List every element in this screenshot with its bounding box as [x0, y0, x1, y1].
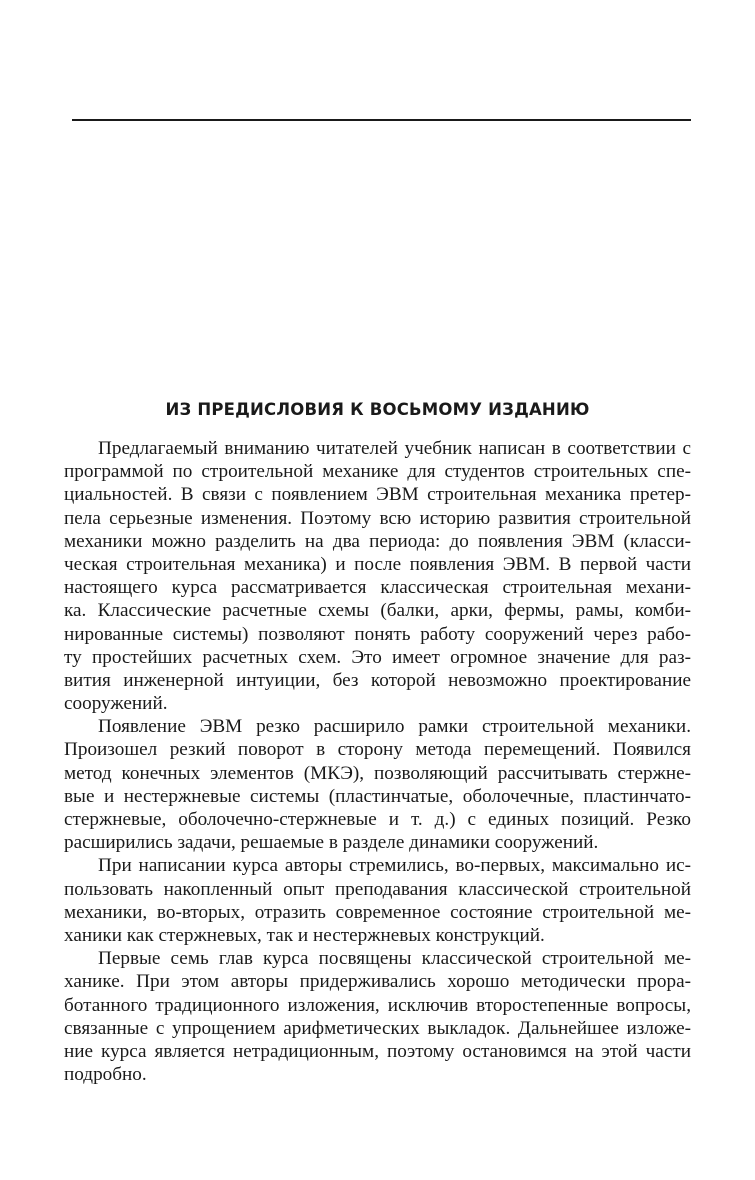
paragraph-3-line: пользовать накопленный опыт преподавания классической строительной — [64, 878, 691, 900]
paragraph-4-line: Первые семь глав курса посвящены классической строительной ме- — [98, 948, 691, 970]
paragraph-1-line: программой по строительной механике для студентов строительных спе- — [64, 461, 691, 483]
paragraph-2-line: Произошел резкий поворот в сторону метода перемещений. Появился — [64, 739, 691, 761]
paragraph-4-line: ние курса является нетрадиционным, поэтому остановимся на этой части — [64, 1040, 691, 1062]
paragraph-2-line: стержневые, оболочечно-стержневые и т. д.) с единых позиций. Резко — [64, 809, 691, 830]
paragraph-4-line: ханике. При этом авторы придерживались хорошо методически прора- — [64, 971, 691, 993]
paragraph-1-line: механики можно разделить на два периода: до появления ЭВМ (класси- — [64, 530, 691, 552]
paragraph-1-line: нированные системы) позволяют понять работу сооружений через рабо- — [64, 623, 691, 645]
paragraph-4-line: подробно. — [64, 1064, 147, 1086]
paragraph-1-line: пела серьезные изменения. Поэтому всю историю развития строительной — [64, 507, 691, 529]
paragraph-4-line: связанные с упрощением арифметических выкладок. Дальнейшее изложе- — [64, 1017, 691, 1039]
paragraph-2-line: Появление ЭВМ резко расширило рамки строительной механики. — [98, 716, 691, 738]
paragraph-3-line: При написании курса авторы стремились, во-первых, максимально ис- — [98, 855, 691, 877]
paragraph-1-line: ту простейших расчетных схем. Это имеет огромное значение для раз- — [64, 646, 691, 668]
paragraph-3-line: ханики как стержневых, так и нестержневых конструкций. — [64, 924, 545, 946]
paragraph-1-line: циальностей. В связи с появлением ЭВМ строительная механика претер- — [64, 484, 691, 506]
top-horizontal-rule — [72, 119, 691, 121]
paragraph-1-line: сооружений. — [64, 693, 168, 715]
paragraph-1-line: вития инженерной интуиции, без которой невозможно проектирование — [64, 669, 691, 691]
paragraph-1-line: настоящего курса рассматривается классическая строительная механи- — [64, 577, 691, 599]
paragraph-2-line: метод конечных элементов (МКЭ), позволяющий рассчитывать стержне- — [64, 762, 691, 784]
paragraph-3-line: механики, во-вторых, отразить современное состояние строительной ме- — [64, 901, 691, 923]
body-text — [64, 437, 691, 1086]
paragraph-4-line: ботанного традиционного изложения, исключив второстепенные вопросы, — [64, 994, 691, 1016]
paragraph-2-line: расширились задачи, решаемые в разделе динамики сооружений. — [64, 832, 599, 854]
paragraph-1-line: ческая строительная механика) и после появления ЭВМ. В первой части — [64, 553, 691, 575]
paragraph-2-line: вые и нестержневые системы (пластинчатые, оболочечные, пластинчато- — [64, 785, 691, 807]
paragraph-1-line: Предлагаемый вниманию читателей учебник написан в соответствии с — [98, 438, 691, 459]
section-heading: ИЗ ПРЕДИСЛОВИЯ К ВОСЬМОМУ ИЗДАНИЮ — [165, 400, 590, 419]
paragraph-1-line: ка. Классические расчетные схемы (балки, арки, фермы, рамы, комби- — [64, 600, 691, 622]
